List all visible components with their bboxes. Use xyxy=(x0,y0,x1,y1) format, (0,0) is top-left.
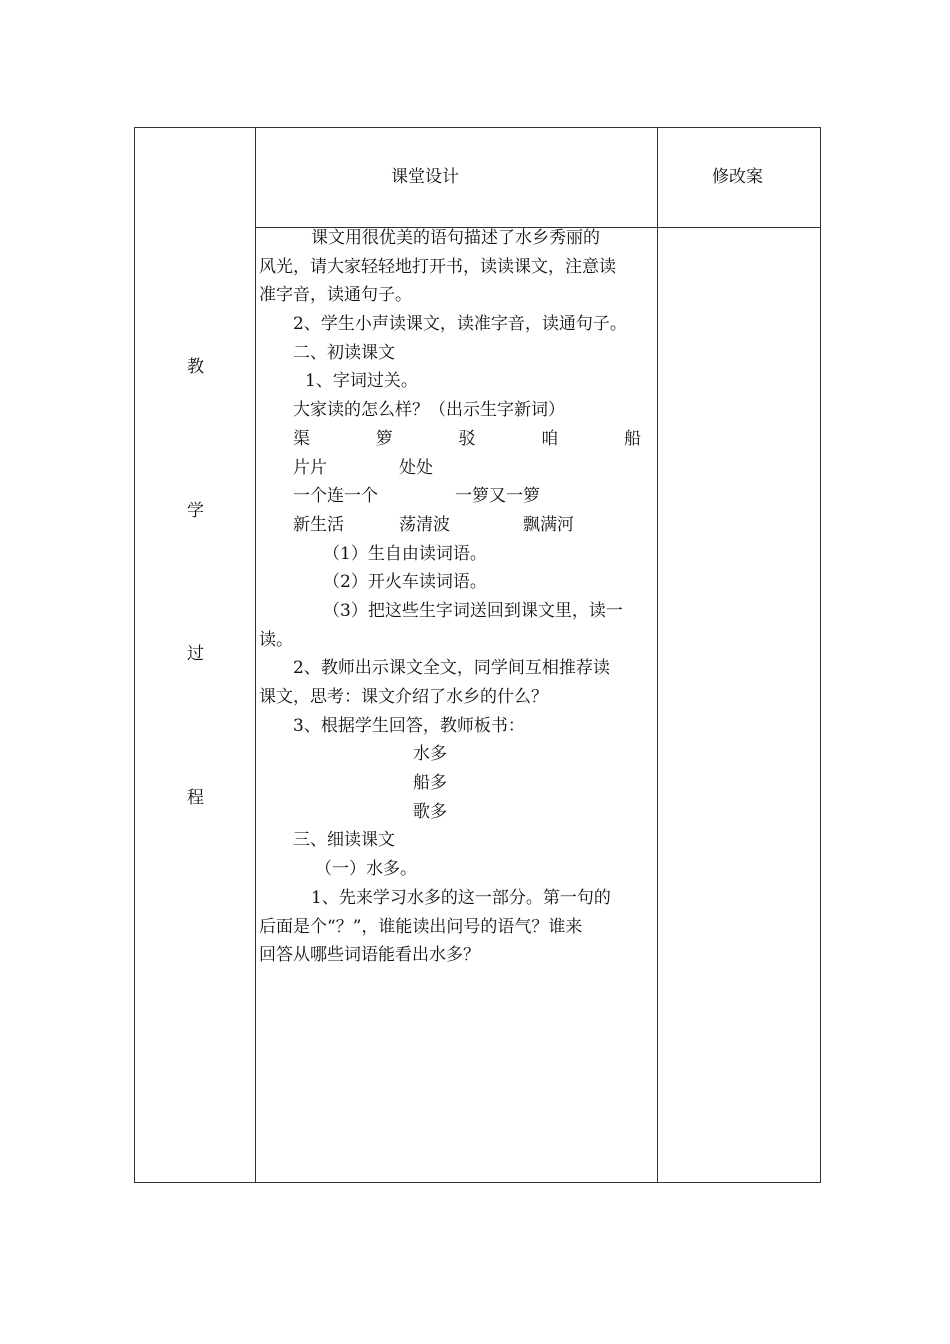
vocab-word: 驳 xyxy=(458,428,476,449)
text-line: 课文用很优美的语句描述了水乡秀丽的 xyxy=(311,228,600,248)
text-line: 准字音，读通句子。 xyxy=(259,285,412,306)
vocab-word: 渠 xyxy=(293,428,310,449)
text-line: （一）水多。 xyxy=(315,859,417,880)
text-line: 回答从哪些词语能看出水多？ xyxy=(259,945,480,966)
text-line: 3、根据学生回答，教师板书： xyxy=(293,715,525,736)
vocab-word: 一箩又一箩 xyxy=(455,486,540,507)
text-line: 后面是个“？”，谁能读出问号的语气？谁来 xyxy=(259,916,583,937)
text-line: （3）把这些生字词送回到课文里，读一 xyxy=(323,600,623,621)
text-line: （1）生自由读词语。 xyxy=(323,543,487,564)
lesson-plan-table xyxy=(134,127,821,1183)
text-line: 2、教师出示课文全文，同学间互相推荐读 xyxy=(293,658,610,679)
vocab-word: 箩 xyxy=(375,428,393,449)
vocab-word: 飘满河 xyxy=(523,514,574,535)
side-label-char-2: 学 xyxy=(187,501,204,521)
text-line: 二、初读课文 xyxy=(293,342,395,363)
text-line: 读。 xyxy=(259,629,293,650)
vocab-word: 船 xyxy=(624,428,641,449)
text-line: 课文，思考：课文介绍了水乡的什么？ xyxy=(259,687,548,707)
text-line: 三、细读课文 xyxy=(293,830,395,851)
vocab-row xyxy=(259,511,659,540)
side-label-char-3: 过 xyxy=(187,644,204,664)
text-line: 2、学生小声读课文，读准字音，读通句子。 xyxy=(293,314,627,335)
vocab-row xyxy=(259,482,659,511)
side-label-char-4: 程 xyxy=(187,788,204,808)
text-line: 风光，请大家轻轻地打开书，读读课文，注意读 xyxy=(259,256,616,277)
vocab-word: 咱 xyxy=(541,428,559,449)
text-line: 1、先来学习水多的这一部分。第一句的 xyxy=(311,887,611,908)
board-item: 船多 xyxy=(413,773,447,794)
text-line: 1、字词过关。 xyxy=(305,371,418,392)
text-line: （2）开火车读词语。 xyxy=(323,572,487,593)
vocab-word: 一个连一个 xyxy=(293,486,378,507)
column-divider-left xyxy=(255,128,256,1182)
vocab-word: 处处 xyxy=(399,457,433,478)
board-item: 水多 xyxy=(413,744,447,765)
vocab-word: 片片 xyxy=(293,457,327,478)
design-content xyxy=(259,224,659,970)
board-item: 歌多 xyxy=(413,801,447,822)
vocab-word: 荡清波 xyxy=(399,514,450,535)
text-line: 大家读的怎么样？（出示生字新词） xyxy=(293,400,565,421)
header-design: 课堂设计 xyxy=(391,167,459,187)
vocab-row xyxy=(259,425,659,454)
vocab-word: 新生活 xyxy=(293,514,344,535)
side-label-char-1: 教 xyxy=(187,357,204,377)
header-revision: 修改案 xyxy=(712,167,763,187)
vocab-row xyxy=(259,454,659,483)
